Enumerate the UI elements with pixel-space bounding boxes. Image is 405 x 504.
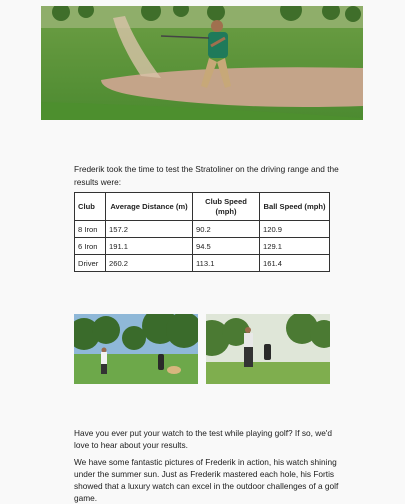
paragraph-question: Have you ever put your watch to the test while playing golf? If so, we'd love to hear about your results. bbox=[74, 428, 333, 450]
cell-club-speed: 113.1 bbox=[193, 255, 260, 272]
table-row bbox=[75, 221, 330, 238]
header-club: Club bbox=[75, 193, 106, 221]
cell-ball-speed: 120.9 bbox=[260, 221, 330, 238]
table-row bbox=[75, 238, 330, 255]
cell-club: 8 Iron bbox=[75, 221, 106, 238]
paragraph-description: We have some fantastic pictures of Frederik in action, his watch shining under the summer sun. Just as Frederik mastered each hole, his Fortis showed that a luxury watch can excel in the outdoor challenges of a golf game. bbox=[74, 457, 339, 503]
header-club-speed: Club Speed (mph) bbox=[193, 193, 260, 221]
cell-club-speed: 94.5 bbox=[193, 238, 260, 255]
cell-distance: 260.2 bbox=[106, 255, 193, 272]
results-table bbox=[74, 192, 330, 272]
cell-ball-speed: 129.1 bbox=[260, 238, 330, 255]
cell-distance: 191.1 bbox=[106, 238, 193, 255]
cell-club-speed: 90.2 bbox=[193, 221, 260, 238]
hero-golf-photo bbox=[41, 6, 363, 120]
intro-text: Frederik took the time to test the Stratoliner on the driving range and the results were: bbox=[74, 164, 339, 187]
cell-distance: 157.2 bbox=[106, 221, 193, 238]
table-header-row bbox=[75, 193, 330, 221]
header-average-distance: Average Distance (m) bbox=[106, 193, 193, 221]
header-ball-speed: Ball Speed (mph) bbox=[260, 193, 330, 221]
golf-swing-dog-photo bbox=[74, 314, 198, 384]
cell-club: Driver bbox=[75, 255, 106, 272]
golf-follow-through-photo bbox=[206, 314, 330, 384]
cell-ball-speed: 161.4 bbox=[260, 255, 330, 272]
cell-club: 6 Iron bbox=[75, 238, 106, 255]
table-row bbox=[75, 255, 330, 272]
